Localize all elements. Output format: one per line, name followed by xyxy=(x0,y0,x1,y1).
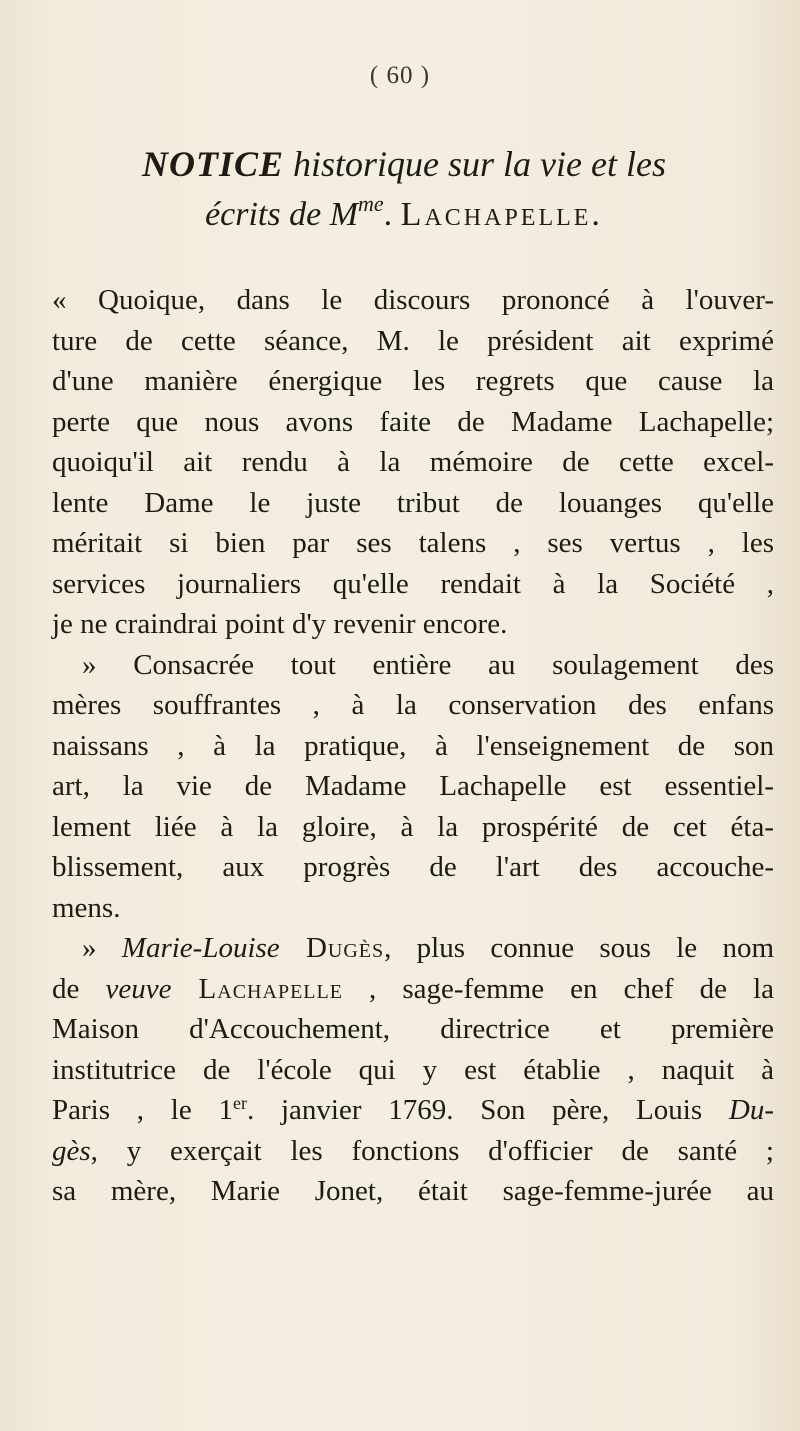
title-line-2-prefix: écrits de M xyxy=(205,196,359,233)
page-number: ( 60 ) xyxy=(369,62,431,89)
text-line xyxy=(52,1090,774,1131)
text-fragment: , sage-femme en chef de la xyxy=(342,972,774,1005)
text-line xyxy=(52,928,774,969)
title-notice-word: NOTICE xyxy=(142,144,285,184)
text-line: lement liée à la gloire, à la prospérité de cet éta- xyxy=(52,810,774,843)
text-line xyxy=(52,1131,774,1172)
text-line: blissement, aux progrès de l'art des accouche- xyxy=(52,851,774,883)
text-fragment: , y exerçait les fonctions d'officier de santé ; xyxy=(90,1134,774,1167)
title-superscript: me xyxy=(358,191,384,216)
text-superscript: er xyxy=(232,1093,247,1113)
body-text xyxy=(52,280,774,1212)
text-italic-word: Du- xyxy=(728,1094,774,1126)
text-line: sa mère, Marie Jonet, était sage-femme-jurée au xyxy=(52,1175,774,1207)
title-line-1-rest: historique sur la vie et les xyxy=(284,144,666,184)
text-line: méritait si bien par ses talens , ses vertus , les xyxy=(52,527,774,559)
person-first-name: Marie-Louise xyxy=(121,932,280,964)
text-line: art, la vie de Madame Lachapelle est essentiel- xyxy=(52,770,774,802)
text-line: mens. xyxy=(52,891,121,924)
title-name: Lachapelle. xyxy=(400,196,603,233)
text-line: je ne craindrai point d'y revenir encore. xyxy=(52,608,508,640)
person-surname: Lachapelle xyxy=(171,972,343,1005)
text-italic-word: gès xyxy=(52,1134,91,1167)
text-fragment: de xyxy=(52,972,106,1005)
text-italic-word: veuve xyxy=(105,972,172,1005)
text-line xyxy=(52,969,774,1010)
person-surname: Dugès xyxy=(279,932,385,964)
text-line: lente Dame le juste tribut de louanges qu'elle xyxy=(52,486,774,519)
text-line: ture de cette séance, M. le président ait exprimé xyxy=(52,324,774,357)
text-line: institutrice de l'école qui y est établie , naquit à xyxy=(52,1053,774,1086)
title-line-2 xyxy=(52,190,756,240)
text-line: » Consacrée tout entière au soulagement des xyxy=(82,648,774,681)
text-fragment: . janvier 1769. Son père, Louis xyxy=(246,1094,729,1126)
notice-title xyxy=(52,140,756,240)
text-line: services journaliers qu'elle rendait à la Société , xyxy=(52,567,774,600)
text-fragment: Paris , le 1 xyxy=(52,1094,233,1126)
quote-mark: » xyxy=(82,932,122,964)
text-line: naissans , à la pratique, à l'enseignement de son xyxy=(52,729,774,762)
title-dot: . xyxy=(383,196,401,233)
text-line: quoiqu'il ait rendu à la mémoire de cette excel- xyxy=(52,446,774,478)
title-line-1 xyxy=(52,140,756,188)
text-line: « Quoique, dans le discours prononcé à l'ouver- xyxy=(52,284,774,316)
text-line: perte que nous avons faite de Madame Lachapelle; xyxy=(52,405,774,438)
text-fragment: , plus connue sous le nom xyxy=(384,932,774,964)
text-line: mères souffrantes , à la conservation des enfans xyxy=(52,689,774,721)
text-line: Maison d'Accouchement, directrice et première xyxy=(52,1013,774,1045)
text-line: d'une manière énergique les regrets que cause la xyxy=(52,365,774,397)
